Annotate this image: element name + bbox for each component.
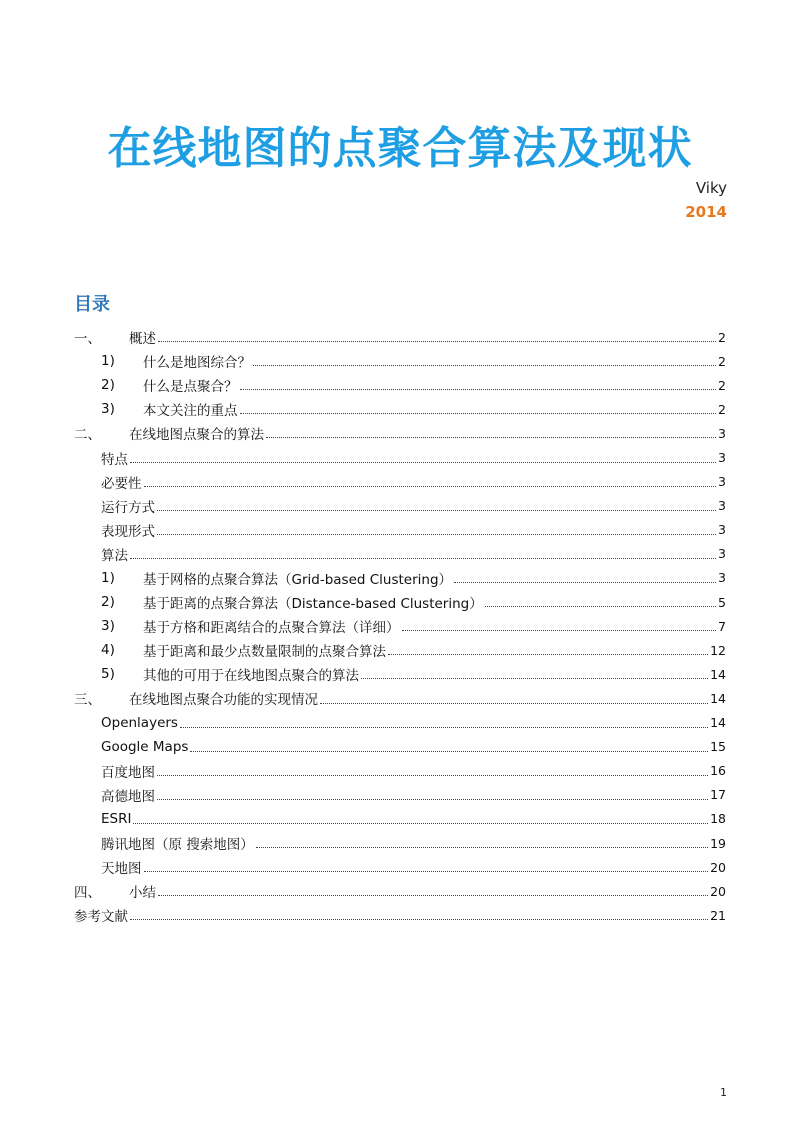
toc-entry-label[interactable]: 必要性 <box>101 475 142 492</box>
toc-entry-page: 20 <box>710 883 726 899</box>
toc-entry-number: 2) <box>101 594 115 611</box>
toc-entry-page: 2 <box>718 377 726 393</box>
toc-dot-leader <box>130 918 708 920</box>
toc-entry[interactable] <box>74 711 726 735</box>
toc-entry-label[interactable]: 什么是地图综合？ <box>143 355 251 372</box>
toc-entry-page: 19 <box>710 835 726 851</box>
toc-dot-leader <box>240 412 717 414</box>
toc-dot-leader <box>130 461 716 463</box>
toc-entry[interactable] <box>74 807 726 831</box>
toc-entry-page: 5 <box>718 594 726 610</box>
author-name: Viky <box>695 179 727 197</box>
toc-entry-page: 2 <box>718 353 726 369</box>
toc-entry-label[interactable]: ESRI <box>101 810 132 827</box>
toc-entry-label[interactable]: 高德地图 <box>101 788 155 805</box>
toc-entry-page: 14 <box>710 690 726 706</box>
toc-dot-leader <box>361 677 708 679</box>
document-title: 在线地图的点聚合算法及现状 <box>107 123 693 174</box>
toc-entry-number: 4) <box>101 642 115 659</box>
toc-entry-page: 21 <box>710 907 726 923</box>
toc-entry[interactable] <box>74 494 726 518</box>
toc-entry-label[interactable]: 特点 <box>101 451 128 468</box>
toc-entry-number: 一、 <box>74 331 101 348</box>
toc-entry-number: 3) <box>101 618 115 635</box>
toc-entry-page: 7 <box>718 618 726 634</box>
toc-entry-page: 3 <box>718 474 726 490</box>
toc-entry[interactable] <box>74 783 726 807</box>
toc-entry[interactable] <box>74 566 726 590</box>
toc-entry-label[interactable]: 小结 <box>129 885 156 902</box>
toc-entry-label[interactable]: 基于方格和距离结合的点聚合算法（详细） <box>143 620 400 637</box>
toc-entry-page: 12 <box>710 642 726 658</box>
toc-entry-page: 3 <box>718 570 726 586</box>
toc-entry[interactable] <box>74 879 726 903</box>
toc-entry-page: 3 <box>718 425 726 441</box>
toc-entry-page: 17 <box>710 787 726 803</box>
toc-dot-leader <box>158 894 708 896</box>
toc-entry[interactable] <box>74 349 726 373</box>
toc-entry-label[interactable]: 其他的可用于在线地图点聚合的算法 <box>143 668 359 685</box>
toc-entry[interactable] <box>74 855 726 879</box>
toc-entry-label[interactable]: 表现形式 <box>101 523 155 540</box>
toc-entry[interactable] <box>74 445 726 469</box>
toc-dot-leader <box>388 653 708 655</box>
toc-entry-page: 16 <box>710 763 726 779</box>
document-year: 2014 <box>685 203 727 221</box>
toc-dot-leader <box>157 774 708 776</box>
toc-dot-leader <box>157 533 716 535</box>
toc-dot-leader <box>144 870 709 872</box>
toc-entry[interactable] <box>74 518 726 542</box>
toc-entry-number: 3) <box>101 401 115 418</box>
toc-entry[interactable] <box>74 759 726 783</box>
toc-dot-leader <box>180 726 708 728</box>
toc-entry-page: 3 <box>718 546 726 562</box>
toc-entry[interactable] <box>74 325 726 349</box>
toc-dot-leader <box>320 702 708 704</box>
toc-entry[interactable] <box>74 662 726 686</box>
toc-entry[interactable] <box>74 831 726 855</box>
toc-entry-label[interactable]: 基于距离和最少点数量限制的点聚合算法 <box>143 644 386 661</box>
toc-entry-number: 5) <box>101 666 115 683</box>
toc-dot-leader <box>144 485 717 487</box>
toc-entry-label[interactable]: 在线地图点聚合的算法 <box>129 427 264 444</box>
toc-entry-page: 14 <box>710 666 726 682</box>
toc-entry-label[interactable]: 运行方式 <box>101 499 155 516</box>
toc-dot-leader <box>158 340 716 342</box>
toc-entry[interactable] <box>74 470 726 494</box>
toc-entry[interactable] <box>74 421 726 445</box>
toc-dot-leader <box>190 750 708 752</box>
toc-entry[interactable] <box>74 903 726 927</box>
toc-dot-leader <box>240 388 717 390</box>
toc-entry-label[interactable]: 基于网格的点聚合算法（Grid-based Clustering） <box>143 571 453 588</box>
toc-entry[interactable] <box>74 735 726 759</box>
toc-dot-leader <box>130 557 716 559</box>
toc-entry-number: 二、 <box>74 427 101 444</box>
toc-entry-page: 3 <box>718 450 726 466</box>
toc-entry-number: 四、 <box>74 885 101 902</box>
toc-heading: 目录 <box>74 294 110 315</box>
toc-entry-label[interactable]: 基于距离的点聚合算法（Distance-based Clustering） <box>143 596 483 613</box>
toc-entry-label[interactable]: 参考文献 <box>74 909 128 926</box>
toc-entry-page: 2 <box>718 329 726 345</box>
toc-entry-label[interactable]: Openlayers <box>101 714 178 731</box>
toc-dot-leader <box>266 436 716 438</box>
toc-entry-label[interactable]: 本文关注的重点 <box>143 403 238 420</box>
toc-entry-page: 18 <box>710 811 726 827</box>
toc-entry-label[interactable]: 算法 <box>101 547 128 564</box>
toc-entry-number: 三、 <box>74 692 101 709</box>
toc-dot-leader <box>454 581 716 583</box>
toc-entry[interactable] <box>74 373 726 397</box>
toc-entry-number: 1) <box>101 569 115 586</box>
toc-entry-page: 14 <box>710 715 726 731</box>
toc-dot-leader <box>256 846 708 848</box>
toc-entry-label[interactable]: 天地图 <box>101 861 142 878</box>
toc-entry[interactable] <box>74 638 726 662</box>
toc-entry[interactable] <box>74 590 726 614</box>
toc-entry-number: 1) <box>101 353 115 370</box>
toc-entry[interactable] <box>74 397 726 421</box>
toc-dot-leader <box>157 509 716 511</box>
toc-dot-leader <box>133 822 708 824</box>
toc-dot-leader <box>253 364 716 366</box>
page-number: 1 <box>720 1086 727 1099</box>
toc-entry-label[interactable]: Google Maps <box>101 738 189 755</box>
toc-entry[interactable] <box>74 542 726 566</box>
toc-dot-leader <box>157 798 708 800</box>
toc-entry-label[interactable]: 在线地图点聚合功能的实现情况 <box>129 692 318 709</box>
toc-entry-label[interactable]: 百度地图 <box>101 764 155 781</box>
toc-entry-label[interactable]: 什么是点聚合？ <box>143 379 238 396</box>
toc-entry-page: 20 <box>710 859 726 875</box>
table-of-contents <box>74 325 726 927</box>
toc-dot-leader <box>485 605 716 607</box>
toc-entry[interactable] <box>74 614 726 638</box>
toc-entry-page: 3 <box>718 498 726 514</box>
toc-dot-leader <box>402 629 717 631</box>
toc-entry-label[interactable]: 腾讯地图（原 搜索地图） <box>101 837 254 854</box>
toc-entry-page: 3 <box>718 522 726 538</box>
toc-entry-page: 2 <box>718 401 726 417</box>
toc-entry-number: 2) <box>101 377 115 394</box>
toc-entry-label[interactable]: 概述 <box>129 331 156 348</box>
toc-entry[interactable] <box>74 686 726 710</box>
toc-entry-page: 15 <box>710 739 726 755</box>
